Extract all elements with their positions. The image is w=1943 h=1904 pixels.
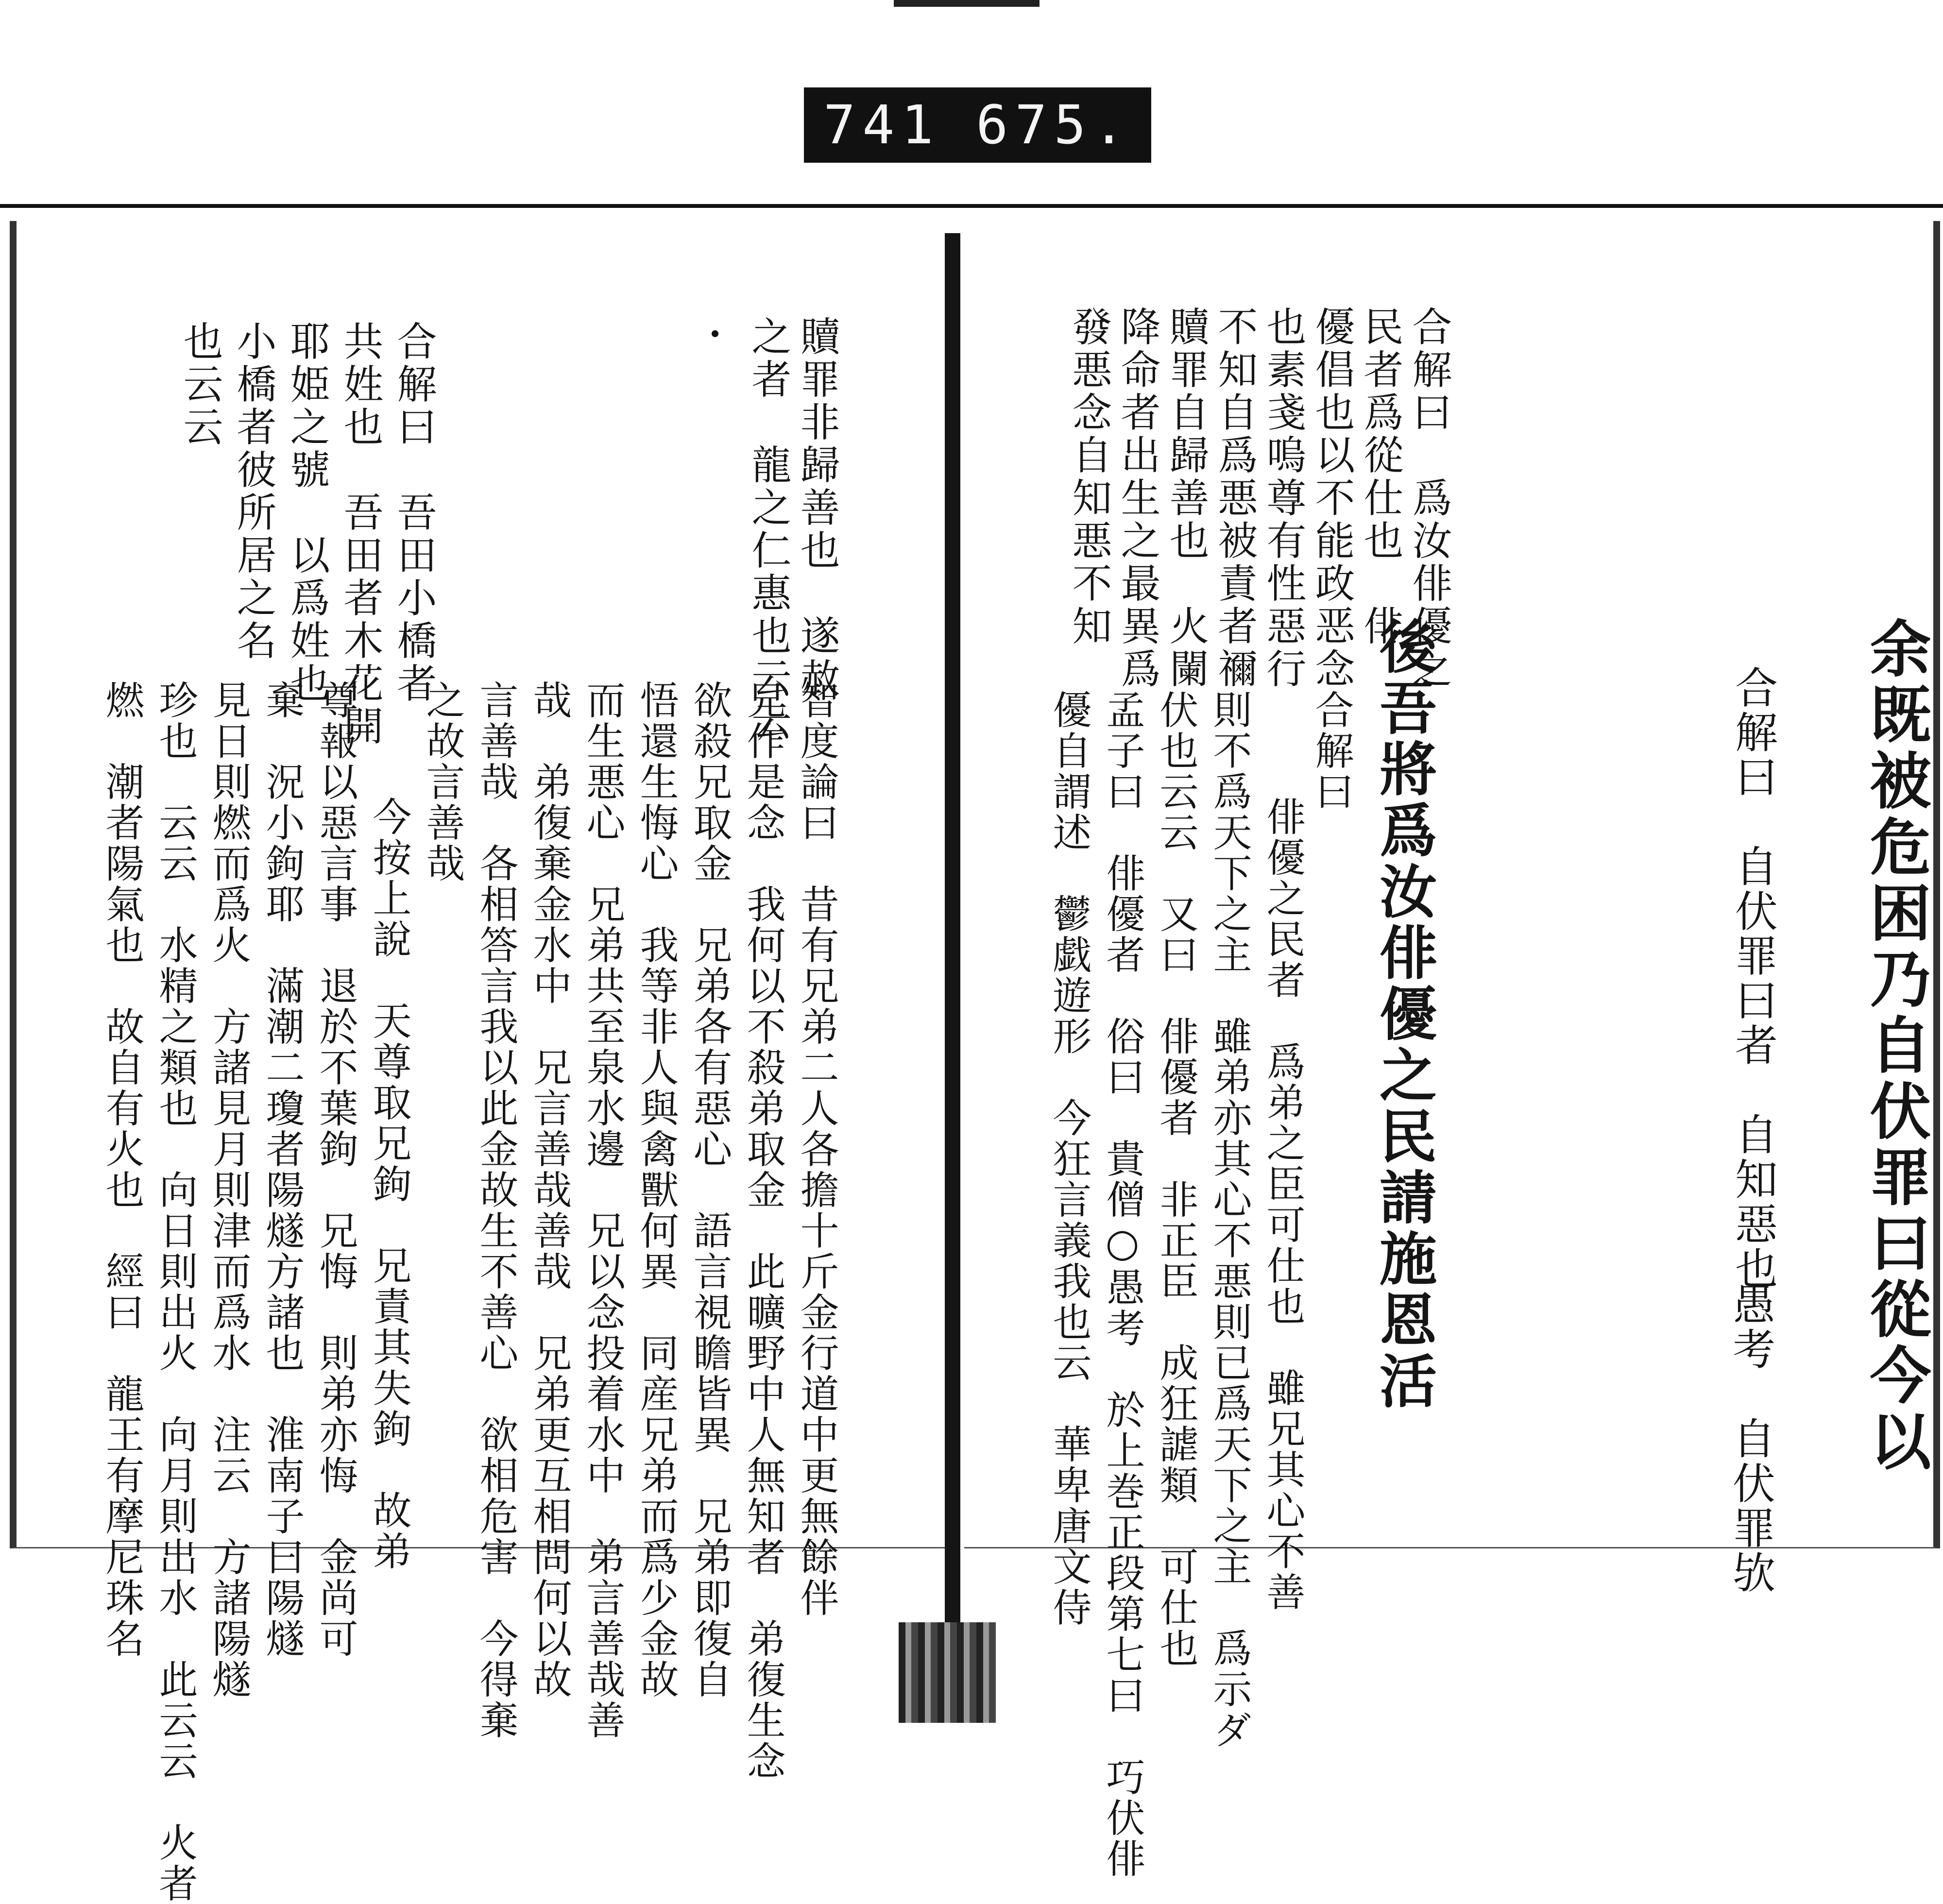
body-column: 智度論曰 昔有兄弟二人各擔十斤金行道中更無餘伴 <box>794 680 839 1618</box>
body-column: 欲殺兄取金 兄弟各有惡心 語言視瞻皆異 兄弟即復自 <box>687 680 732 1700</box>
body-column: 之故言善哉 <box>420 680 465 884</box>
author-note: 愚考 自伏罪欤 <box>1726 1282 1776 1595</box>
commentary-line: 優自謂述 鬱戯遊形 今狂言義我也云 華卑唐文侍 <box>1046 690 1091 1628</box>
body-column: 尊報以惡言事 退於不葉鉤 兄悔 則弟亦悔 金尚可 <box>313 680 358 1659</box>
commentary-line: 伏也云云 又曰 俳優者 非正臣 成狂謔類 可仕也 <box>1153 690 1198 1669</box>
commentary-note: 合解曰 自伏罪曰者 自知惡也 <box>1728 665 1778 1291</box>
commentary-line: 合解曰 <box>1309 690 1354 812</box>
spine-bottom-edge <box>899 1622 996 1723</box>
commentary-line: 合解曰 爲汝俳優之 <box>1406 306 1452 691</box>
commentary-line: 贖罪自歸善也 火闌 <box>1163 306 1209 691</box>
body-column: 燃 潮者陽氣也 故自有火也 經曰 龍王有摩尼珠名 <box>99 680 144 1659</box>
commentary-line: 降命者出生之最異爲 <box>1114 306 1160 691</box>
body-column: 見日則燃而爲火 方諸見月則津而爲水 注云 方諸陽燧 <box>206 680 251 1700</box>
ink-dot <box>712 330 718 337</box>
commentary-line: 孟子曰 俳優者 俗曰 貴僧○愚考 於上巻正段第七曰 巧伏俳 <box>1100 690 1145 1879</box>
commentary-line: 不知自爲悪被責者禰 <box>1211 306 1258 691</box>
catalog-number-stamp <box>804 87 1151 163</box>
body-column: 悟還生悔心 我等非人與禽獸何異 同産兄弟而爲少金故 <box>633 680 679 1700</box>
body-column: 兄作是念 我何以不殺弟取金 此曠野中人無知者 弟復生念 <box>740 680 785 1782</box>
commentary-line: 共姓也 吾田者木花開 <box>337 321 383 748</box>
commentary-line: 民者爲從仕也 俳 <box>1357 306 1403 648</box>
main-text-line: 余既被危困乃自伏罪曰從今以 <box>1860 617 1932 1476</box>
top-rule <box>0 204 1943 208</box>
body-column: 而生悪心 兄弟共至泉水邊 兄以念投着水中 弟言善哉善 <box>580 680 625 1741</box>
body-column: 哉 弟復棄金水中 兄言善哉善哉 兄弟更互相問何以故 <box>527 680 572 1700</box>
body-column: 今按上說 天尊取兄鉤 兄責其失鉤 故弟 <box>366 797 411 1572</box>
stamp-right-number: 675. <box>976 94 1132 156</box>
commentary-line: 也云云 <box>177 321 223 449</box>
commentary-line: 優倡也以不能政恶念 <box>1309 306 1355 691</box>
body-column: 棄 況小鉤耶 滿潮二瓊者陽燧方諸也 淮南子曰陽燧 <box>259 680 305 1659</box>
commentary-line: 也素戔嗚尊有性惡行 <box>1260 306 1306 691</box>
commentary-line: 則不爲天下之主 雖弟亦其心不悪則已爲天下之主 爲示ダ <box>1207 690 1252 1751</box>
book-spine <box>945 233 960 1637</box>
commentary-line: 贖罪非歸善也 遂赦 <box>794 316 840 700</box>
body-column: 言善哉 各相答言我以此金故生不善心 欲相危害 今得棄 <box>473 680 518 1741</box>
main-text-line: 後吾將爲汝俳優之民請施恩活 <box>1370 617 1437 1412</box>
top-edge-mark <box>894 0 1040 7</box>
commentary-line: 俳優之民者 爲弟之臣可仕也 雖兄其心不善 <box>1260 797 1305 1613</box>
commentary-line: 耶姫之號 以爲姓也 <box>284 321 330 705</box>
body-column: 珍也 云云 水精之類也 向日則出火 向月則出水 此云云 火者 <box>153 680 198 1904</box>
commentary-line: 合解曰 吾田小橋者 <box>391 321 437 705</box>
commentary-line: 發悪念自知悪不知 <box>1066 306 1112 648</box>
commentary-line: 小橋者彼所居之名 <box>230 321 276 663</box>
stamp-left-number: 741 <box>823 94 940 156</box>
commentary-line: 之者 龍之仁惠也云云 <box>745 316 791 743</box>
